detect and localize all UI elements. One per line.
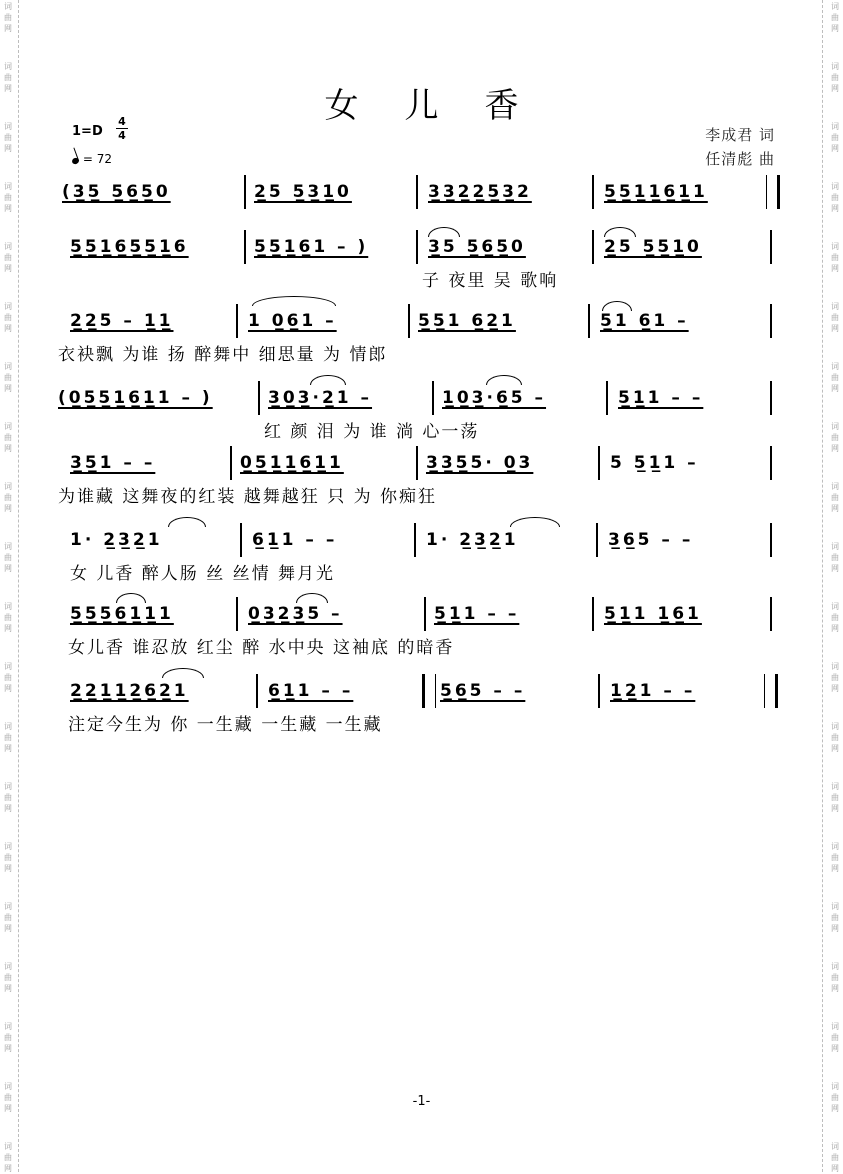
watermark-char: 词: [4, 62, 12, 71]
measure: (3̲5̲ 5̲6̲5̲0: [62, 182, 171, 202]
watermark-char: 曲: [4, 313, 12, 322]
watermark-char: 网: [4, 624, 12, 633]
bar-line: [770, 381, 772, 415]
bar-line: [424, 597, 426, 631]
watermark-char: 词: [4, 1082, 12, 1091]
bar-line: [236, 597, 238, 631]
bar-line: [592, 230, 594, 264]
time-signature-bottom: 4: [118, 129, 126, 142]
watermark-char: 曲: [831, 493, 839, 502]
watermark-char: 网: [831, 924, 839, 933]
watermark-char: 网: [831, 1164, 839, 1173]
measure: 2̲2̲5 – 1̲1̲: [70, 311, 174, 331]
watermark-char: 曲: [831, 973, 839, 982]
watermark-char: 词: [4, 662, 12, 671]
watermark-char: 词: [4, 902, 12, 911]
watermark-char: 曲: [4, 553, 12, 562]
watermark-char: 网: [831, 744, 839, 753]
watermark-char: 网: [831, 864, 839, 873]
watermark-char: 网: [4, 24, 12, 33]
score-row-3: [58, 310, 780, 365]
watermark-char: 曲: [831, 133, 839, 142]
watermark-char: 词: [831, 782, 839, 791]
quarter-note-icon: [71, 157, 80, 165]
bar-line: [770, 523, 772, 557]
watermark-char: 曲: [831, 673, 839, 682]
page-number: -1-: [412, 1094, 431, 1109]
measure: 3̲6̲5 – –: [608, 530, 694, 550]
notation-line: [58, 387, 780, 411]
bar-line: [596, 523, 598, 557]
measure: 6̲1̲1 – –: [252, 530, 338, 550]
slur: [252, 296, 336, 306]
watermark-char: 网: [831, 504, 839, 513]
watermark-char: 词: [831, 722, 839, 731]
watermark-char: 词: [831, 122, 839, 131]
watermark-char: 词: [831, 1082, 839, 1091]
measure: 6̲1̲1 – –: [268, 681, 354, 701]
watermark-char: 网: [4, 264, 12, 273]
measure: 5̲5̲1̲6̲1 – ): [254, 237, 369, 257]
score-row-4: [58, 387, 780, 442]
composer-credit: 任清彪 曲: [705, 150, 775, 168]
notation-line: [58, 181, 780, 205]
watermark-char: 曲: [4, 253, 12, 262]
notation-line: [58, 310, 780, 334]
watermark-char: 词: [4, 362, 12, 371]
measure: 1̲2̲1 – –: [610, 681, 696, 701]
measure: 0̲3̲2̲3̲5 –: [248, 604, 343, 624]
watermark-char: 网: [4, 144, 12, 153]
watermark-char: 词: [4, 422, 12, 431]
left-watermark-column: [1, 0, 15, 1172]
notation-line: [58, 680, 780, 704]
measure: 5̲1 6̲1 –: [600, 311, 689, 331]
watermark-char: 曲: [4, 973, 12, 982]
left-dashed-border: [18, 0, 19, 1172]
watermark-char: 词: [831, 1022, 839, 1031]
measure: 1̲0̲3̲·6̲5 –: [442, 388, 547, 408]
time-signature-top: 4: [118, 115, 126, 128]
watermark-char: 网: [4, 384, 12, 393]
watermark-char: 曲: [4, 913, 12, 922]
watermark-char: 曲: [831, 913, 839, 922]
measure: 3̲5̲1 – –: [70, 453, 156, 473]
lyricist-credit: 李成君 词: [705, 126, 775, 144]
bar-line: [416, 175, 418, 209]
measure: 3̲3̲5̲5· 0̲3: [426, 453, 534, 473]
measure: 5̲5̲1̲1̲6̲1̲1: [604, 182, 708, 202]
watermark-char: 词: [4, 302, 12, 311]
watermark-char: 词: [4, 482, 12, 491]
watermark-char: 词: [4, 542, 12, 551]
repeat-end-bar: [422, 674, 436, 708]
watermark-char: 曲: [4, 13, 12, 22]
measure: 5̲1̲1 – –: [618, 388, 704, 408]
lyric-line: 子 夜里 吴 歌响: [422, 271, 559, 291]
watermark-char: 曲: [4, 853, 12, 862]
measure: 5̲1̲1 1̲6̲1: [604, 604, 702, 624]
lyric-line: 红 颜 泪 为 谁 淌 心一荡: [264, 422, 480, 442]
lyric-line: 女儿香 谁忍放 红尘 醉 水中央 这袖底 的暗香: [68, 638, 455, 658]
score-row-8: [58, 680, 780, 735]
measure: 5̲6̲5 – –: [440, 681, 526, 701]
bar-line: [408, 304, 410, 338]
watermark-char: 网: [4, 1104, 12, 1113]
score-row-6: [58, 529, 780, 584]
watermark-char: 曲: [4, 1153, 12, 1162]
watermark-char: 网: [4, 504, 12, 513]
slur: [296, 593, 328, 603]
watermark-char: 网: [4, 84, 12, 93]
watermark-char: 曲: [4, 1093, 12, 1102]
watermark-char: 曲: [831, 793, 839, 802]
right-watermark-column: [828, 0, 842, 1172]
watermark-char: 网: [4, 864, 12, 873]
watermark-char: 网: [4, 1164, 12, 1173]
watermark-char: 曲: [4, 493, 12, 502]
bar-line: [236, 304, 238, 338]
score-row-5: [58, 452, 780, 507]
watermark-char: 网: [4, 924, 12, 933]
watermark-char: 词: [831, 302, 839, 311]
bar-line: [256, 674, 258, 708]
watermark-char: 曲: [4, 793, 12, 802]
watermark-char: 词: [4, 242, 12, 251]
watermark-char: 曲: [831, 733, 839, 742]
watermark-char: 曲: [4, 673, 12, 682]
watermark-char: 词: [831, 962, 839, 971]
watermark-char: 曲: [831, 1153, 839, 1162]
watermark-char: 词: [831, 422, 839, 431]
measure: 0̲5̲1̲1̲6̲1̲1: [240, 453, 344, 473]
watermark-char: 曲: [4, 133, 12, 142]
watermark-char: 网: [831, 684, 839, 693]
watermark-char: 词: [831, 902, 839, 911]
watermark-char: 曲: [831, 73, 839, 82]
slur: [162, 668, 204, 678]
watermark-char: 曲: [831, 1033, 839, 1042]
measure: 5̲5̲1 6̲2̲1: [418, 311, 516, 331]
watermark-char: 网: [4, 684, 12, 693]
watermark-char: 词: [831, 482, 839, 491]
watermark-char: 网: [831, 24, 839, 33]
watermark-char: 曲: [831, 193, 839, 202]
watermark-char: 曲: [831, 373, 839, 382]
watermark-char: 网: [831, 564, 839, 573]
notation-line: [58, 452, 780, 476]
measure: 5̲5̲5̲6̲1̲1̲1: [70, 604, 174, 624]
watermark-char: 词: [831, 242, 839, 251]
notation-line: [58, 603, 780, 627]
watermark-char: 网: [4, 1044, 12, 1053]
watermark-char: 网: [831, 384, 839, 393]
watermark-char: 网: [831, 264, 839, 273]
watermark-char: 曲: [831, 553, 839, 562]
key-signature: 1=D: [72, 124, 103, 139]
watermark-char: 词: [4, 962, 12, 971]
watermark-char: 词: [4, 602, 12, 611]
measure: 1· 2̲3̲2̲1: [426, 530, 519, 550]
watermark-char: 词: [4, 122, 12, 131]
watermark-char: 曲: [4, 73, 12, 82]
song-title: 女儿香: [324, 86, 565, 126]
bar-line: [770, 446, 772, 480]
watermark-char: 曲: [831, 433, 839, 442]
measure: 3̲3̲2̲2̲5̲3̲2: [428, 182, 532, 202]
bar-line: [592, 597, 594, 631]
watermark-char: 词: [4, 1142, 12, 1151]
measure: 3̲0̲3̲·2̲1 –: [268, 388, 373, 408]
watermark-char: 网: [4, 444, 12, 453]
right-dashed-border: [822, 0, 823, 1172]
measure: 1 0̲6̲1 –: [248, 311, 337, 331]
lyric-line: 女 儿香 醉人肠 丝 丝情 舞月光: [70, 564, 336, 584]
measure: 1· 2̲3̲2̲1: [70, 530, 163, 550]
measure: 2̲2̲1̲1̲2̲6̲2̲1: [70, 681, 189, 701]
repeat-start-bar: [766, 175, 780, 209]
lyric-line: 衣袂飘 为谁 扬 醉舞中 细思量 为 情郎: [58, 345, 388, 365]
measure: 3̲5 5̲6̲5̲0: [428, 237, 526, 257]
watermark-char: 曲: [831, 253, 839, 262]
watermark-char: 网: [831, 984, 839, 993]
bar-line: [416, 446, 418, 480]
bar-line: [598, 674, 600, 708]
watermark-char: 网: [831, 204, 839, 213]
measure: 5̲1̲1 – –: [434, 604, 520, 624]
bar-line: [770, 304, 772, 338]
watermark-char: 词: [831, 842, 839, 851]
watermark-char: 曲: [831, 853, 839, 862]
watermark-char: 词: [831, 182, 839, 191]
watermark-char: 网: [831, 1104, 839, 1113]
watermark-char: 词: [831, 602, 839, 611]
score-row-2: [58, 236, 780, 291]
watermark-char: 网: [831, 324, 839, 333]
bar-line: [598, 446, 600, 480]
slur: [510, 517, 560, 527]
watermark-char: 曲: [4, 733, 12, 742]
watermark-char: 曲: [4, 433, 12, 442]
time-signature: [116, 116, 128, 141]
watermark-char: 网: [4, 744, 12, 753]
bar-line: [244, 230, 246, 264]
final-bar: [764, 674, 778, 708]
watermark-char: 曲: [831, 1093, 839, 1102]
slur: [168, 517, 206, 527]
watermark-char: 词: [831, 2, 839, 11]
measure: 5 5̲1̲1 –: [610, 453, 699, 473]
measure: 5̲5̲1̲6̲5̲5̲1̲6: [70, 237, 189, 257]
watermark-char: 曲: [831, 613, 839, 622]
bar-line: [258, 381, 260, 415]
watermark-char: 词: [831, 62, 839, 71]
watermark-char: 词: [831, 1142, 839, 1151]
watermark-char: 曲: [831, 13, 839, 22]
measure: 2̲5 5̲3̲1̲0: [254, 182, 352, 202]
notation-line: [58, 529, 780, 553]
bar-line: [588, 304, 590, 338]
watermark-char: 曲: [831, 313, 839, 322]
watermark-char: 网: [4, 564, 12, 573]
watermark-char: 网: [831, 144, 839, 153]
watermark-char: 网: [831, 444, 839, 453]
tempo-value: = 72: [82, 152, 112, 166]
bar-line: [606, 381, 608, 415]
watermark-char: 词: [831, 542, 839, 551]
bar-line: [414, 523, 416, 557]
bar-line: [770, 597, 772, 631]
measure: 2̲5 5̲5̲1̲0: [604, 237, 702, 257]
watermark-char: 词: [4, 2, 12, 11]
watermark-char: 网: [831, 84, 839, 93]
bar-line: [240, 523, 242, 557]
tempo-marking: [72, 152, 112, 166]
watermark-char: 网: [831, 624, 839, 633]
bar-line: [770, 230, 772, 264]
watermark-char: 网: [831, 804, 839, 813]
watermark-char: 词: [4, 182, 12, 191]
watermark-char: 词: [4, 722, 12, 731]
watermark-char: 词: [831, 362, 839, 371]
score-row-1: [58, 181, 780, 207]
bar-line: [244, 175, 246, 209]
bar-line: [230, 446, 232, 480]
bar-line: [416, 230, 418, 264]
watermark-char: 词: [4, 782, 12, 791]
watermark-char: 词: [4, 1022, 12, 1031]
bar-line: [432, 381, 434, 415]
watermark-char: 网: [4, 804, 12, 813]
watermark-char: 词: [831, 662, 839, 671]
lyric-line: 注定今生为 你 一生藏 一生藏 一生藏: [68, 715, 383, 735]
watermark-char: 网: [4, 204, 12, 213]
slur: [310, 375, 346, 385]
lyric-line: 为谁藏 这舞夜的红装 越舞越狂 只 为 你痴狂: [58, 487, 438, 507]
measure: (0̲5̲5̲1̲6̲1̲1 – ): [58, 388, 213, 408]
bar-line: [592, 175, 594, 209]
slur: [486, 375, 522, 385]
watermark-char: 曲: [4, 613, 12, 622]
slur: [116, 593, 146, 603]
notation-line: [58, 236, 780, 260]
watermark-char: 网: [4, 324, 12, 333]
watermark-char: 网: [4, 984, 12, 993]
watermark-char: 网: [831, 1044, 839, 1053]
watermark-char: 曲: [4, 373, 12, 382]
watermark-char: 词: [4, 842, 12, 851]
watermark-char: 曲: [4, 193, 12, 202]
score-row-7: [58, 603, 780, 658]
watermark-char: 曲: [4, 1033, 12, 1042]
